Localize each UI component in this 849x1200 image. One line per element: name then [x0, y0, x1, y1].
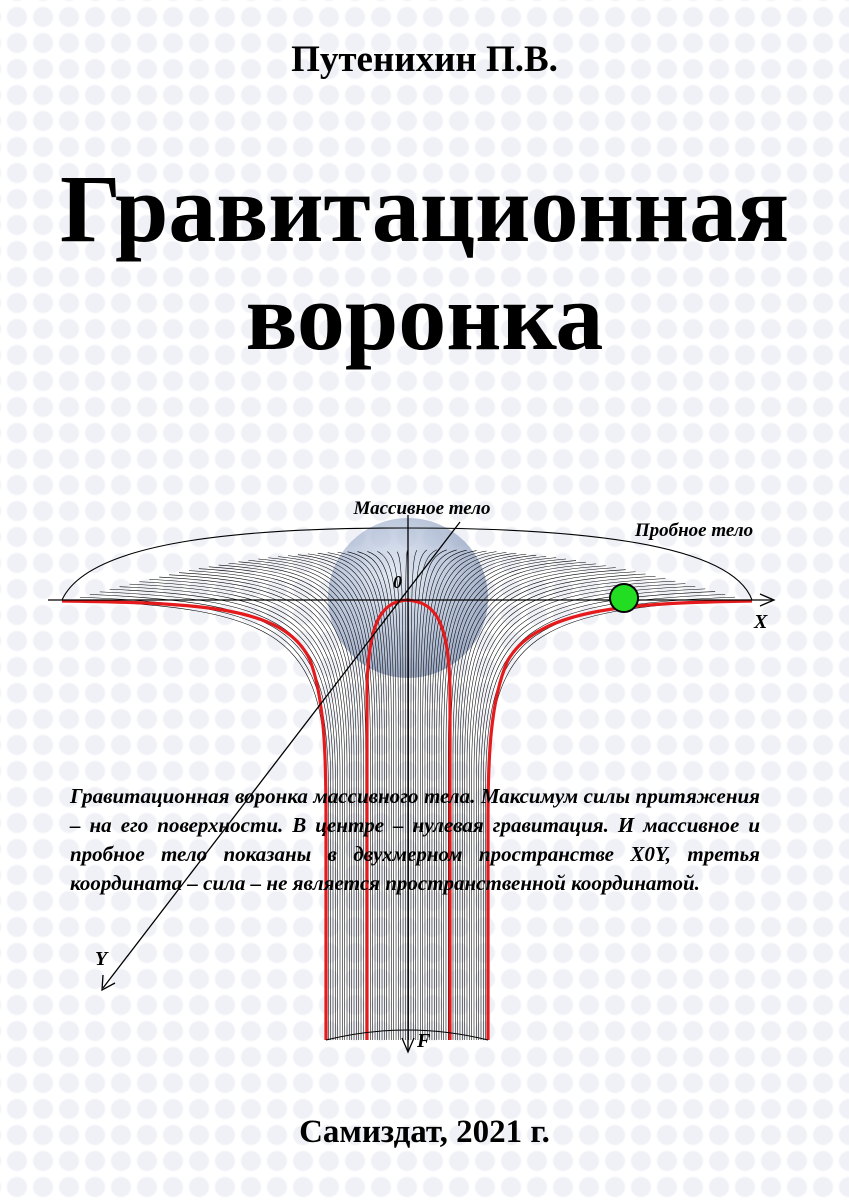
title-line-2: воронка [245, 263, 604, 370]
book-title [0, 155, 849, 371]
title-line-1: Гравитационная [59, 155, 790, 262]
massive-body-label: Массивное тело [353, 498, 491, 519]
gravity-funnel-figure [0, 480, 849, 1080]
probe-body-label: Пробное тело [634, 520, 754, 541]
publisher-footer: Самиздат, 2021 г. [299, 1114, 550, 1150]
origin-label: 0 [393, 572, 402, 592]
author-name: Путенихин П.В. [291, 39, 558, 80]
funnel-bottom-rim [326, 1030, 488, 1040]
probe-body [610, 584, 638, 612]
figure-caption: Гравитационная воронка массивного тела. Максимум силы притяжения – на его поверхности. В центре – нулевая гравитация. И массивное и пробное тело показаны в двухмерном пространстве X0Y, третья координата – сила – не является пространственной координатой. [70, 784, 760, 895]
y-axis-label: Y [95, 948, 108, 970]
x-axis-label: X [754, 611, 768, 633]
f-axis-label: F [417, 1030, 431, 1052]
